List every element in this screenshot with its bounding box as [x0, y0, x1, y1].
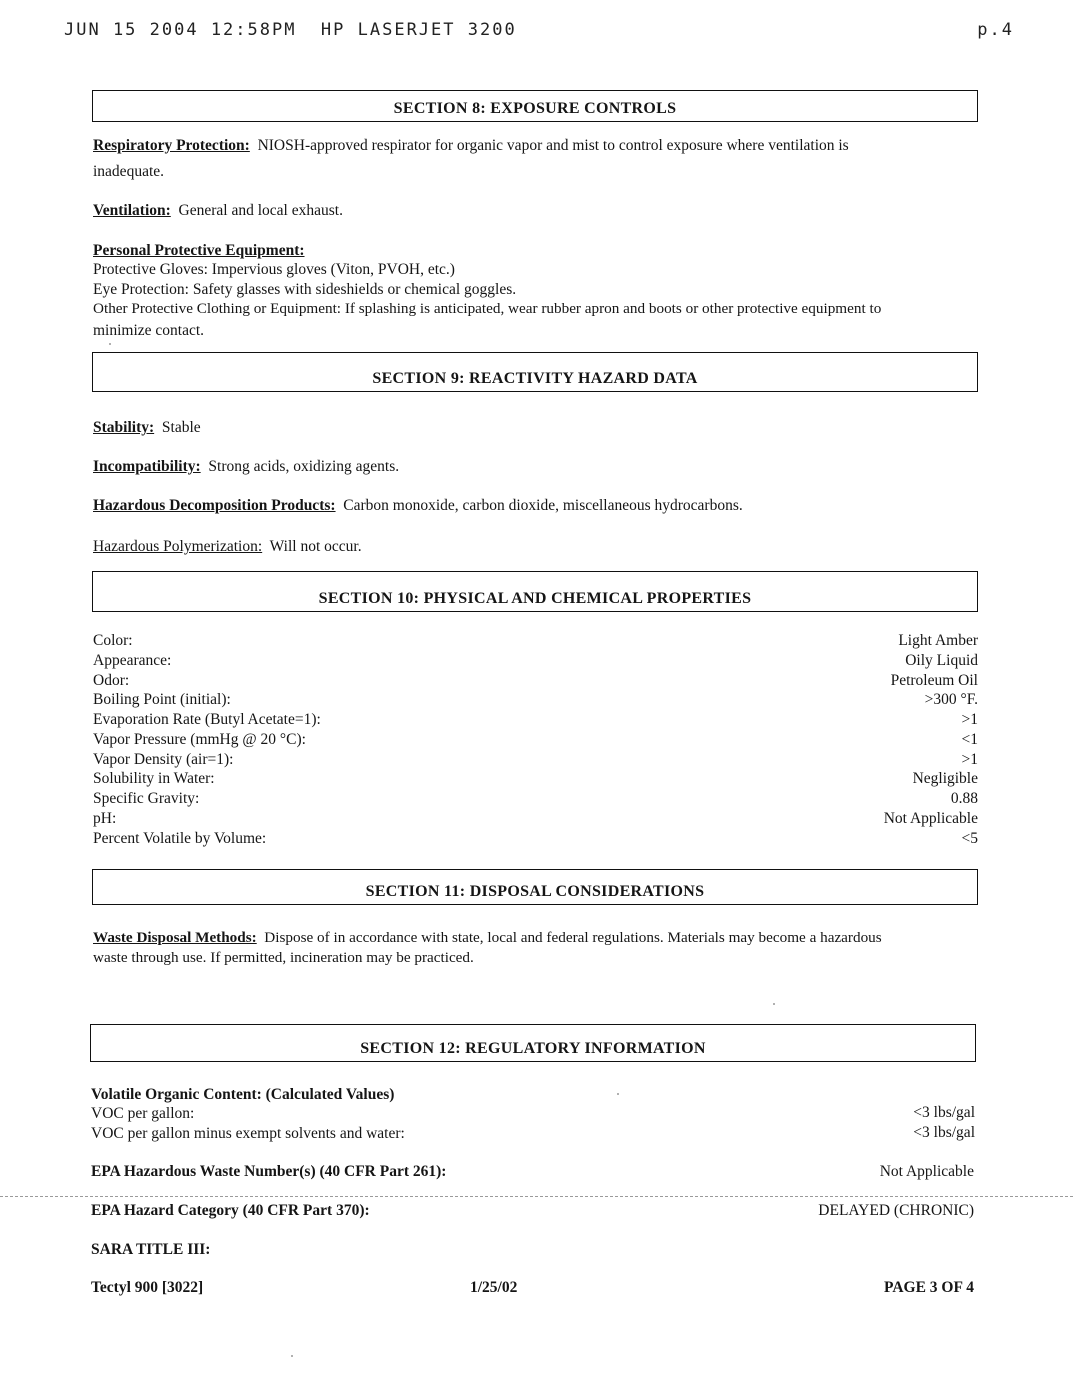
ventilation — [93, 201, 343, 220]
voc-exempt-label: VOC per gallon minus exempt solvents and water: — [91, 1125, 405, 1142]
section-9-header — [92, 352, 978, 392]
property-row — [93, 829, 978, 849]
property-value: >1 — [961, 711, 978, 728]
ppe-eye: Eye Protection: Safety glasses with sideshields or chemical goggles. — [93, 281, 517, 298]
decomposition-label: Hazardous Decomposition Products: — [93, 497, 336, 514]
fax-header-info: JUN 15 2004 12:58PM HP LASERJET 3200 — [64, 20, 517, 40]
property-value: >300 °F. — [924, 691, 978, 708]
waste-disposal-label: Waste Disposal Methods: — [93, 929, 257, 946]
section-10-title: SECTION 10: PHYSICAL AND CHEMICAL PROPERTIES — [318, 590, 752, 607]
property-value: Oily Liquid — [905, 652, 978, 669]
scan-speck — [109, 343, 111, 345]
epa-waste-value: Not Applicable — [879, 1163, 974, 1180]
property-value: Not Applicable — [883, 810, 978, 827]
fax-page-number: p.4 — [977, 20, 1014, 40]
property-label: pH: — [93, 810, 117, 827]
property-label: Vapor Density (air=1): — [93, 751, 234, 768]
voc-gallon-value: <3 lbs/gal — [913, 1104, 975, 1121]
property-value: >1 — [961, 751, 978, 768]
footer-page: PAGE 3 OF 4 — [884, 1279, 974, 1296]
epa-category-label: EPA Hazard Category (40 CFR Part 370): — [91, 1202, 370, 1219]
property-row — [93, 651, 978, 671]
section-8-title: SECTION 8: EXPOSURE CONTROLS — [393, 100, 677, 117]
property-value: Petroleum Oil — [890, 672, 978, 689]
property-label: Appearance: — [93, 652, 172, 669]
epa-category-value: DELAYED (CHRONIC) — [818, 1202, 974, 1219]
property-value: <1 — [961, 731, 978, 748]
footer-product: Tectyl 900 [3022] — [91, 1279, 204, 1296]
property-row — [93, 769, 978, 789]
property-value: <5 — [961, 830, 978, 847]
property-label: Boiling Point (initial): — [93, 691, 231, 708]
stability-text: Stable — [161, 419, 201, 436]
section-11-title: SECTION 11: DISPOSAL CONSIDERATIONS — [365, 883, 705, 900]
property-value: Negligible — [912, 770, 978, 787]
voc-gallon-label: VOC per gallon: — [91, 1105, 195, 1122]
ppe-other-cont: minimize contact. — [93, 322, 205, 339]
scan-speck — [617, 1093, 619, 1095]
respiratory-text-cont: inadequate. — [93, 163, 165, 180]
decomposition-products — [93, 496, 743, 515]
fax-header — [64, 20, 1014, 42]
waste-disposal — [93, 928, 978, 948]
property-row — [93, 631, 978, 651]
section-10-header — [92, 571, 978, 612]
property-label: Evaporation Rate (Butyl Acetate=1): — [93, 711, 321, 728]
polymerization-label: Hazardous Polymerization: — [93, 538, 263, 555]
epa-waste-label: EPA Hazardous Waste Number(s) (40 CFR Part 261): — [91, 1163, 447, 1180]
section-12-title: SECTION 12: REGULATORY INFORMATION — [360, 1040, 706, 1057]
property-row — [93, 730, 978, 750]
ventilation-label: Ventilation: — [93, 202, 171, 219]
property-row — [93, 690, 978, 710]
ppe-label: Personal Protective Equipment: — [93, 242, 305, 259]
property-value: Light Amber — [898, 632, 978, 649]
polymerization — [93, 537, 362, 556]
voc-heading: Volatile Organic Content: (Calculated Values) — [91, 1086, 395, 1103]
property-label: Percent Volatile by Volume: — [93, 830, 267, 847]
ventilation-text: General and local exhaust. — [178, 202, 343, 219]
property-label: Vapor Pressure (mmHg @ 20 °C): — [93, 731, 306, 748]
property-row — [93, 710, 978, 730]
incompatibility-text: Strong acids, oxidizing agents. — [208, 458, 400, 475]
property-label: Solubility in Water: — [93, 770, 215, 787]
stability-label: Stability: — [93, 419, 155, 436]
incompatibility — [93, 457, 399, 476]
property-row — [93, 789, 978, 809]
respiratory-label: Respiratory Protection: — [93, 137, 250, 154]
section-12-header — [90, 1024, 976, 1062]
section-9-title: SECTION 9: REACTIVITY HAZARD DATA — [372, 370, 698, 387]
polymerization-text: Will not occur. — [269, 538, 362, 555]
sara-title-label: SARA TITLE III: — [91, 1241, 211, 1258]
ppe-other: Other Protective Clothing or Equipment: If splashing is anticipated, wear rubber apron and boots or other protective equipment to — [93, 300, 882, 317]
waste-disposal-text-cont: waste through use. If permitted, incineration may be practiced. — [93, 949, 474, 966]
footer-date: 1/25/02 — [470, 1279, 518, 1296]
respiratory-text: NIOSH-approved respirator for organic vapor and mist to control exposure where ventilation is — [257, 137, 849, 154]
decomposition-text: Carbon monoxide, carbon dioxide, miscellaneous hydrocarbons. — [343, 497, 743, 514]
waste-disposal-text: Dispose of in accordance with state, local and federal regulations. Materials may become a hazardous — [264, 929, 882, 946]
stability — [93, 418, 201, 437]
scan-speck — [291, 1355, 293, 1357]
property-row — [93, 809, 978, 829]
incompatibility-label: Incompatibility: — [93, 458, 201, 475]
respiratory-protection — [93, 136, 978, 156]
property-label: Specific Gravity: — [93, 790, 200, 807]
property-row — [93, 750, 978, 770]
voc-exempt-value: <3 lbs/gal — [913, 1124, 975, 1141]
property-row — [93, 671, 978, 691]
property-label: Color: — [93, 632, 133, 649]
ppe-gloves: Protective Gloves: Impervious gloves (Viton, PVOH, etc.) — [93, 261, 455, 278]
scan-speck — [773, 1003, 775, 1005]
property-value: 0.88 — [950, 790, 978, 807]
property-label: Odor: — [93, 672, 130, 689]
section-8-header — [92, 90, 978, 122]
scan-artifact-line — [0, 1196, 1073, 1197]
section-11-header — [92, 869, 978, 905]
